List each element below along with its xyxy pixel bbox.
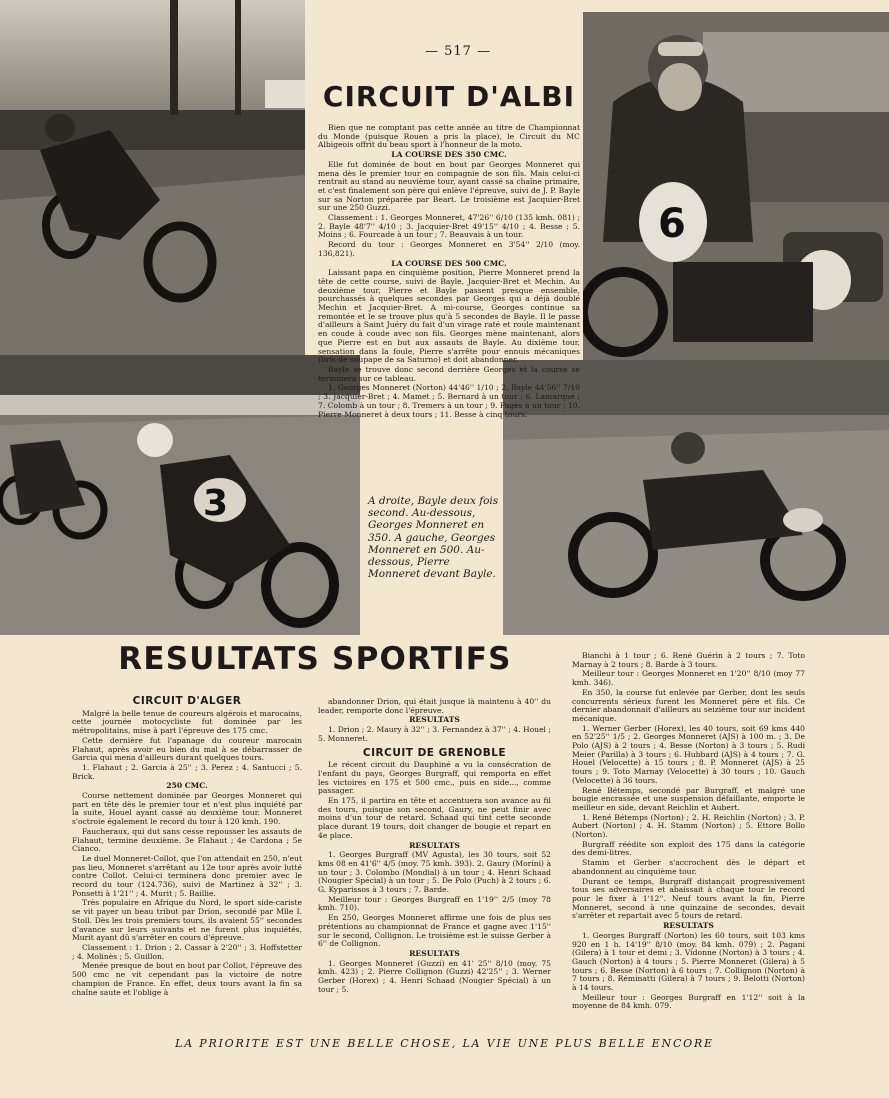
paragraph: Course nettement dominée par Georges Monneret qui part en tête dès le premier tour et n'est plus inquiété par la suite, Houel ayant cassé au deuxième tour. Monneret s'octroie également le record du tour à 120 kmh. 190. (72, 791, 302, 827)
paragraph: Le duel Monneret-Collot, que l'on attendait en 250, n'eut pas lieu, Monneret s'arrêtant au 12e tour après avoir lutté contre Collot. Celui-ci terminera donc premier avec le record du tour (124.736), suivi de Martinez à 32'' ; 3. Ponsetti à 1'21'' ; 4. Murit ; 5. Baillie. (72, 853, 302, 898)
paragraph: 1. René Bétemps (Norton) ; 2. H. Reichlin (Norton) ; 3. P. Aubert (Norton) ; 4. H. Stamm (Norton) ; 5. Ettore Bollo (Norton). (572, 812, 805, 840)
footer-slogan: LA PRIORITE EST UNE BELLE CHOSE, LA VIE UNE PLUS BELLE ENCORE (175, 1037, 714, 1050)
paragraph: En 250, Georges Monneret affirme une fois de plus ses prétentions au championnat de France et gagne avec 1'15'' sur le second, Collignon. Le troisième est le suisse Gerber à 6'' de Collignon. (318, 913, 551, 949)
headline-resultats-sportifs: RESULTATS SPORTIFS (118, 641, 512, 677)
paragraph: 1. Flahaut ; 2. Garcia à 25'' ; 3. Perez ; 4. Santucci ; 5. Brick. (72, 762, 302, 781)
race-number-3: 3 (203, 483, 229, 524)
paragraph: Record du tour : Georges Monneret en 3'54'' 2/10 (moy. 136,821). (318, 240, 580, 258)
headline-circuit-albi: CIRCUIT D'ALBI (322, 80, 576, 113)
article-grenoble-continued (572, 652, 805, 1012)
section-heading: CIRCUIT DE GRENOBLE (362, 746, 507, 759)
paragraph: Bianchi à 1 tour ; 6. René Guérin à 2 tours ; 7. Toto Marnay à 2 tours ; 8. Barde à 3 tours. (572, 651, 805, 669)
article-albi (318, 124, 580, 420)
paragraph: Durant ce temps, Burgraff distançait progressivement tous ses adversaires et abaissait à chaque tour le record pour le fixer à 1'12''. Neuf tours avant la fin, Pierre Monneret, second à une quinzaine de secondes, devait s'arrêter et repartait avec 5 tours de retard. (572, 876, 805, 921)
subheading: RESULTATS (409, 715, 460, 725)
subheading: RESULTATS (409, 948, 460, 958)
subheading: RESULTATS (663, 921, 714, 931)
paragraph: 1. Werner Gerber (Horex), les 40 tours, soit 69 kms 440 en 52'25'' 1/5 ; 2. Georges Monneret (AJS) à 100 m. ; 3. De Polo (AJS) à 2 tours ; 4. Besse (Norton) à 3 tours ; 5. Rudi Meier (Parilla) à 3 tours ; 6. Hubbard (AJS) à 4 tours ; 7. G. Houel (Velocette) à 15 tours ; 8. P. Monneret (AJS) à 25 tours ; 9. Toto Marnay (Velocette) à 30 tours ; 10. Gauch (Velocette) à 36 tours. (572, 723, 805, 785)
paragraph: Le récent circuit du Dauphiné a vu la consécration de l'enfant du pays, Georges Burgraff, qui remporta en effet les victoires en 175 et 500 cmc., puis en side..., comme passager. (318, 760, 551, 796)
paragraph: René Bétemps, secondé par Burgraff, et malgré une bougie encrassée et une suspension défaillante, emporte le meilleur en side, devant Reichlin et Aubert. (572, 785, 805, 812)
paragraph: Classement : 1. Georges Monneret, 47'26'' 6/10 (135 kmh. 081) ; 2. Bayle 48'7'' 4/10 ; 3. Jacquier-Bret 49'15'' 4/10 ; 4. Besse ; 5. Moins ; 6. Fourcade à un tour ; 7. Beauvais à un tour. (318, 213, 580, 240)
photo-bayle-race-middle-left (0, 355, 360, 635)
photo-monneret-500-top-left (0, 0, 305, 355)
paragraph: Elle fut dominée de bout en bout par Georges Monneret qui mena dès le premier tour en compagnie de son fils. Mais celui-ci rentrait au stand au neuvième tour, ayant cassé sa chaîne primaire, et c'est finalement son père qui enlève l'épreuve, suivi de J. P. Bayle sur sa Norton préparée par Beart. Le troisième est Jacquier-Bret sur une 250 Guzzi. (318, 159, 580, 213)
paragraph: En 350, la course fut enlevée par Gerber, dont les seuls concurrents sérieux furent les Monneret père et fils. Ce dernier abandonnait d'ailleurs au seizième tour sur incident mécanique. (572, 687, 805, 723)
page-number: — 517 — (425, 44, 492, 59)
paragraph: Laissant papa en cinquième position, Pierre Monneret prend la tête de cette course, suivi de Bayle, Jacquier-Bret et Mechin. Au deuxième tour, Pierre et Bayle passent presque ensemble, pourchassés à quelques secondes par Georges qui a déjà doublé Mechin et Jacquier-Bret. A mi-course, Georges continue sa remontée et le se trouve plus qu'à 5 secondes de Bayle. Il le passe d'ailleurs à Saint Juéry du fait d'un virage raté et roule maintenant en coude à coude avec son fils. Georges mène maintenant, alors que Pierre est en but aux assauts de Bayle. Au dixième tour, sensation dans la foule, Pierre s'arrête pour ennuis mécaniques (bris de soupape de sa Saturno) et doit abandonner. (318, 268, 580, 365)
paragraph: abandonner Drion, qui était jusque là maintenu à 40'' du leader, remporte donc l'épreuve. (318, 697, 551, 715)
paragraph: Bayle se trouve donc second derrière Georges et la course se terminera sur ce tableau. (318, 364, 580, 383)
paragraph: Stamm et Gerber s'accrochent dès le départ et abandonnent au cinquième tour. (572, 858, 805, 876)
paragraph: Meilleur tour : Georges Monneret en 1'20'' 8/10 (moy 77 kmh. 346). (572, 669, 805, 688)
caption-text: A droite, Bayle deux fois second. Au-dessous, Georges Monneret en 350. A gauche, Georges Monneret en 500. Au-dessous, Pierre Monneret devant Bayle. (368, 495, 499, 581)
article-alger (72, 692, 302, 998)
paragraph: Meilleur tour : Georges Burgraff en 1'19'' 2/5 (moy 78 kmh. 710). (318, 894, 551, 913)
paragraph: 1. Georges Monneret (Norton) 44'46'' 1/10 ; 2. Bayle 44'56'' 7/10 ; 3. Jacquier-Bret ; 4. Mamet ; 5. Bernard à un tour ; 6. Lamarque ; 7. Colomb à un tour ; 8. Tremers à un tour ; 9. Pagès à un tour ; 10. Pierre Monneret à deux tours ; 11. Besse à cinq tours. (318, 383, 580, 419)
paragraph: 1. Georges Burgraff (Norton) les 60 tours, soit 103 kms 920 en 1 h. 14'19'' 8/10 (moy. 84 kmh. 079) ; 2. Pagani (Gilera) à 1 tour et demi ; 3. Vidonne (Norton) à 3 tours ; 4. Gauch (Norton) à 4 tours ; 5. Pierre Monneret (Gilera) à 5 tours ; 6. Besse (Norton) à 6 tours ; 7. Collignon (Norton) à 7 tours ; 8. Réminatti (Gilera) à 7 tours ; 9. Belotti (Norton) à 14 tours. (572, 930, 805, 993)
subheading: RESULTATS (409, 840, 460, 850)
article-grenoble (318, 698, 551, 996)
paragraph: Faucheraux, qui dut sans cesse repousser les assauts de Flahaut, termine deuxième. 3e Flahaut ; 4e Cardona ; 5e Cianco. (72, 826, 302, 854)
subheading: LA COURSE DES 350 CMC. (391, 150, 507, 160)
paragraph: Cette dernière fut l'apanage du coureur marocain Flahaut, après avoir eu bien du mal à se débarrasser de Garcia qui mena d'ailleurs durant quelques tours. (72, 735, 302, 763)
race-number-6: 6 (658, 201, 686, 247)
paragraph: 1. Drion ; 2. Maury à 32'' ; 3. Fernandez à 37'' ; 4. Houel ; 5. Monneret. (318, 725, 551, 743)
paragraph: Malgré la belle tenue de coureurs algérois et marocains, cette journée motocycliste fut dominée par les métropolitains, mise à part l'épreuve des 175 cmc. (72, 708, 302, 736)
subheading: LA COURSE DES 500 CMC. (391, 258, 507, 268)
photo-caption (368, 495, 503, 580)
paragraph: 1. Georges Monneret (Guzzi) en 41' 25'' 8/10 (moy. 75 kmh. 423) ; 2. Pierre Collignon (Guzzi) 42'25'' ; 3. Werner Gerber (Horex) ; 4. Henri Schaad (Nougier Spécial) à un tour ; 5. (318, 958, 551, 994)
subheading: 250 CMC. (166, 781, 208, 791)
paragraph: Burgraff réédite son exploit des 175 dans la catégorie des demi-litres. (572, 839, 805, 858)
paragraph: Classement : 1. Drion ; 2. Cassar à 2'20'' ; 3. Hoffstetter ; 4. Molinès ; 5. Guillon. (72, 942, 302, 961)
paragraph: Meilleur tour : Georges Burgraff en 1'12'' soit à la moyenne de 84 kmh. 079. (572, 992, 805, 1011)
photo-bayle-portrait-top-right (583, 12, 889, 360)
paragraph: 1. Georges Burgraff (MV Agusta), les 30 tours, soit 52 kms 08 en 41'6'' 4/5 (moy. 75 kmh. 393). 2. Gaury (Morini) à un tour ; 3. Colombo (Mondial) à un tour ; 4. Henri Schaad (Nougier Spécial) à un tour ; 5. De Polo (Puch) à 2 tours ; 6. G. Kyparissos à 3 tours ; 7. Barde. (318, 850, 551, 895)
section-heading: CIRCUIT D'ALGER (132, 695, 242, 707)
paragraph: En 175, il partira en tête et accentuera son avance au fil des tours, puisque son second, Gaury, ne peut finir avec moins d'un tour de retard. Schaad qui tint cette seconde place durant 19 tours, doit changer de bougie et repart en 4e place. (318, 796, 551, 840)
paragraph: Très populaire en Afrique du Nord, le sport side-cariste se vit payer un beau tribut par Drion, secondé par Mlle I. Stoll. Dès les trois premiers tours, ils avaient 55'' secondes d'avance sur leurs suivants et ne furent plus inquiétés, Murit ayant dû s'arrêter en cours d'épreuve. (72, 898, 302, 943)
paragraph: Menée presque de bout en bout par Collot, l'épreuve des 500 cmc ne vit cependant pas la victoire de notre champion de France. En effet, deux tours avant la fin sa chaîne saute et l'oblige à (72, 961, 302, 997)
paragraph: Bien que ne comptant pas cette année au titre de Championnat du Monde (puisque Rouen a pris la place), le Circuit du MC Albigeois offrit du beau sport à l'honneur de la moto. (318, 123, 580, 150)
